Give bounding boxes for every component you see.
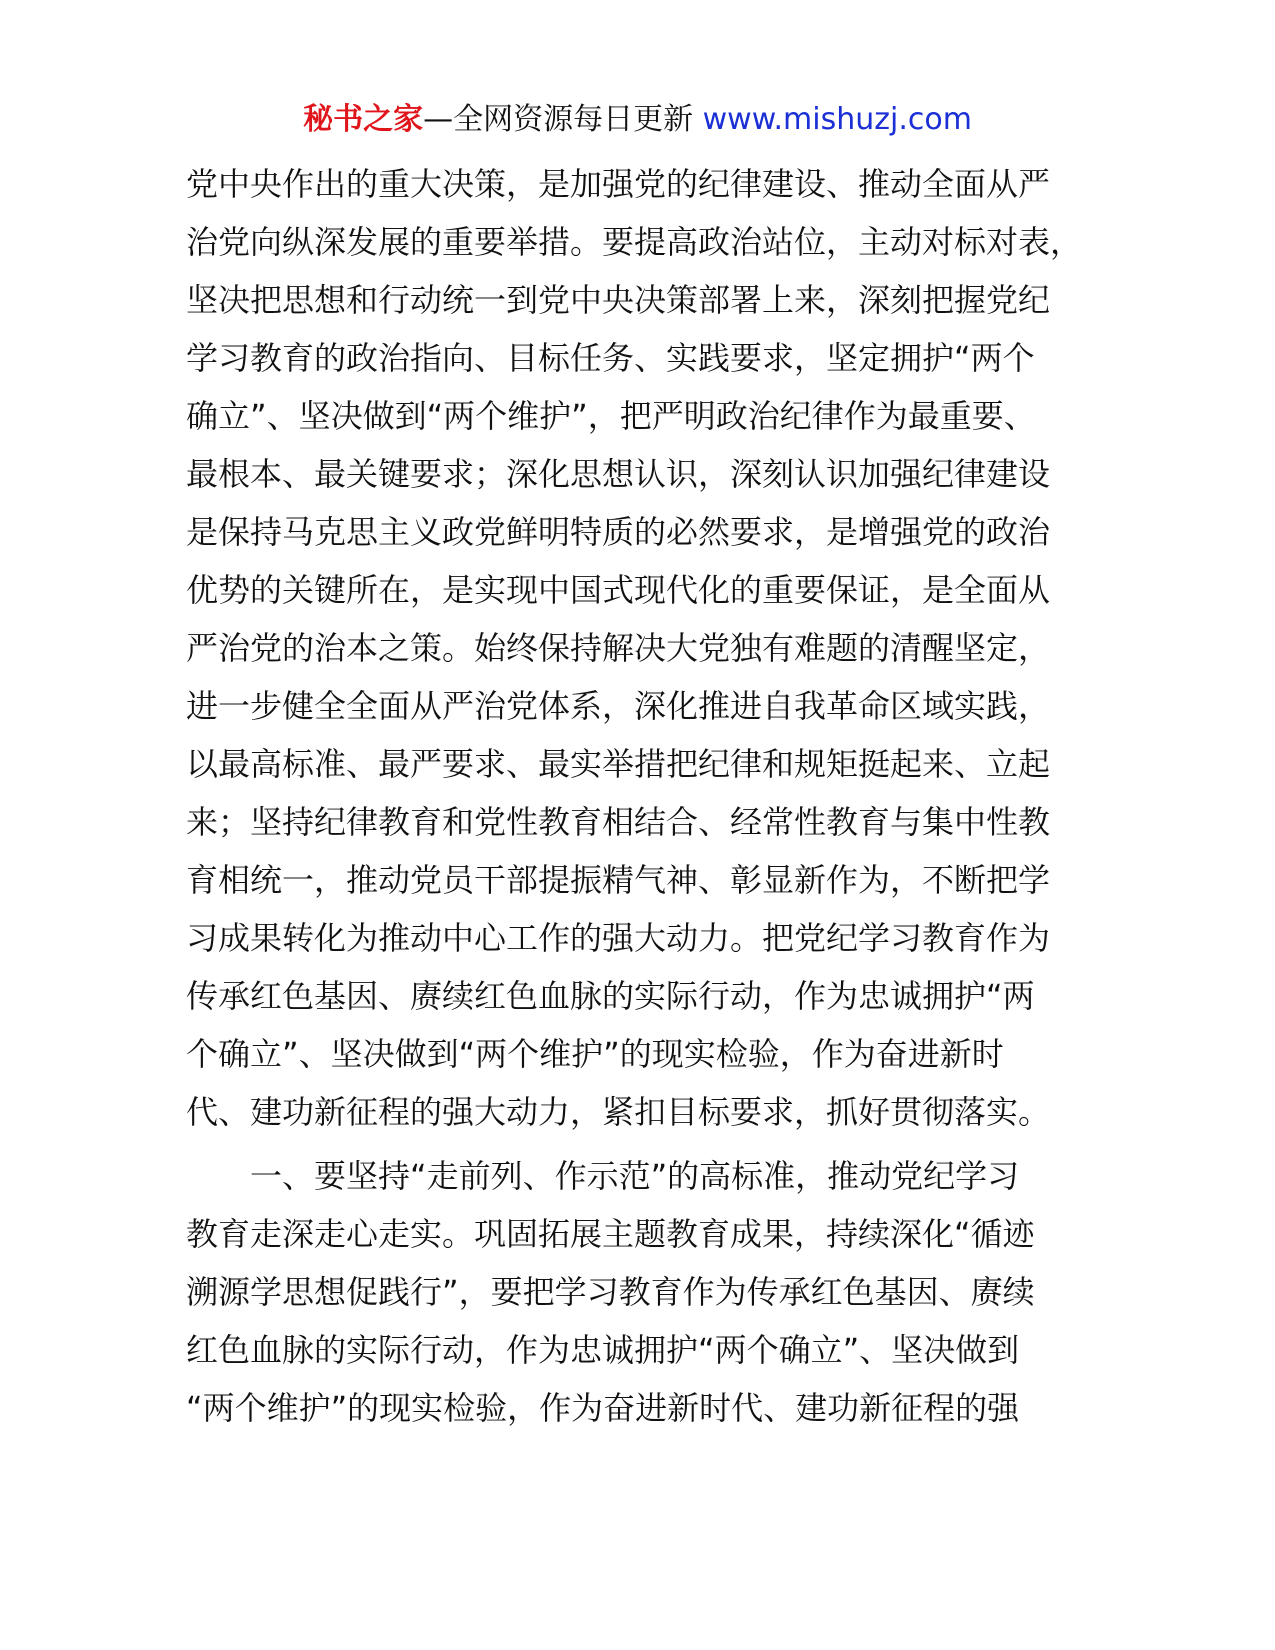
text-line: 坚决把思想和行动统一到党中央决策部署上来，深刻把握党纪 [186,281,1051,319]
text-line: 学习教育的政治指向、目标任务、实践要求，坚定拥护“两个 [186,339,1035,377]
page-header [0,100,1275,140]
header-brand: 秘书之家 [303,102,424,137]
text-line: 确立”、坚决做到“两个维护”，把严明政治纪律作为最重要、 [186,397,1036,435]
text-line: 习成果转化为推动中心工作的强大动力。把党纪学习教育作为 [186,919,1051,957]
text-line: 代、建功新征程的强大动力，紧扣目标要求，抓好贯彻落实。 [186,1093,1051,1131]
text-line: 红色血脉的实际行动，作为忠诚拥护“两个确立”、坚决做到 [186,1331,1020,1369]
text-line: 进一步健全全面从严治党体系，深化推进自我革命区域实践， [186,687,1051,725]
text-line: 个确立”、坚决做到“两个维护”的现实检验，作为奋进新时 [186,1035,1004,1073]
text-line: 最根本、最关键要求；深化思想认识，深刻认识加强纪律建设 [186,455,1051,493]
document-body [186,155,1096,1437]
text-line: 党中央作出的重大决策，是加强党的纪律建设、推动全面从严 [186,165,1051,203]
text-line: “两个维护”的现实检验，作为奋进新时代、建功新征程的强 [186,1389,1020,1427]
text-line: 是保持马克思主义政党鲜明特质的必然要求，是增强党的政治 [186,513,1051,551]
text-line: 优势的关键所在，是实现中国式现代化的重要保证，是全面从 [186,571,1051,609]
header-url-link[interactable]: www.mishuzj.com [702,102,972,137]
text-line: 以最高标准、最严要求、最实举措把纪律和规矩挺起来、立起 [186,745,1051,783]
text-line: 教育走深走心走实。巩固拓展主题教育成果，持续深化“循迹 [186,1215,1035,1253]
paragraph-2 [186,1147,1096,1437]
text-line: 传承红色基因、赓续红色血脉的实际行动，作为忠诚拥护“两 [186,977,1035,1015]
text-line: 溯源学思想促践行”，要把学习教育作为传承红色基因、赓续 [186,1273,1035,1311]
text-line: 育相统一，推动党员干部提振精气神、彰显新作为，不断把学 [186,861,1051,899]
paragraph-1 [186,155,1096,1141]
text-line: 来；坚持纪律教育和党性教育相结合、经常性教育与集中性教 [186,803,1051,841]
text-line: 一、要坚持“走前列、作示范”的高标准，推动党纪学习 [186,1157,1020,1195]
text-line: 治党向纵深发展的重要举措。要提高政治站位，主动对标对表， [186,223,1083,261]
text-line: 严治党的治本之策。始终保持解决大党独有难题的清醒坚定， [186,629,1051,667]
header-tagline: —全网资源每日更新 [423,102,703,137]
